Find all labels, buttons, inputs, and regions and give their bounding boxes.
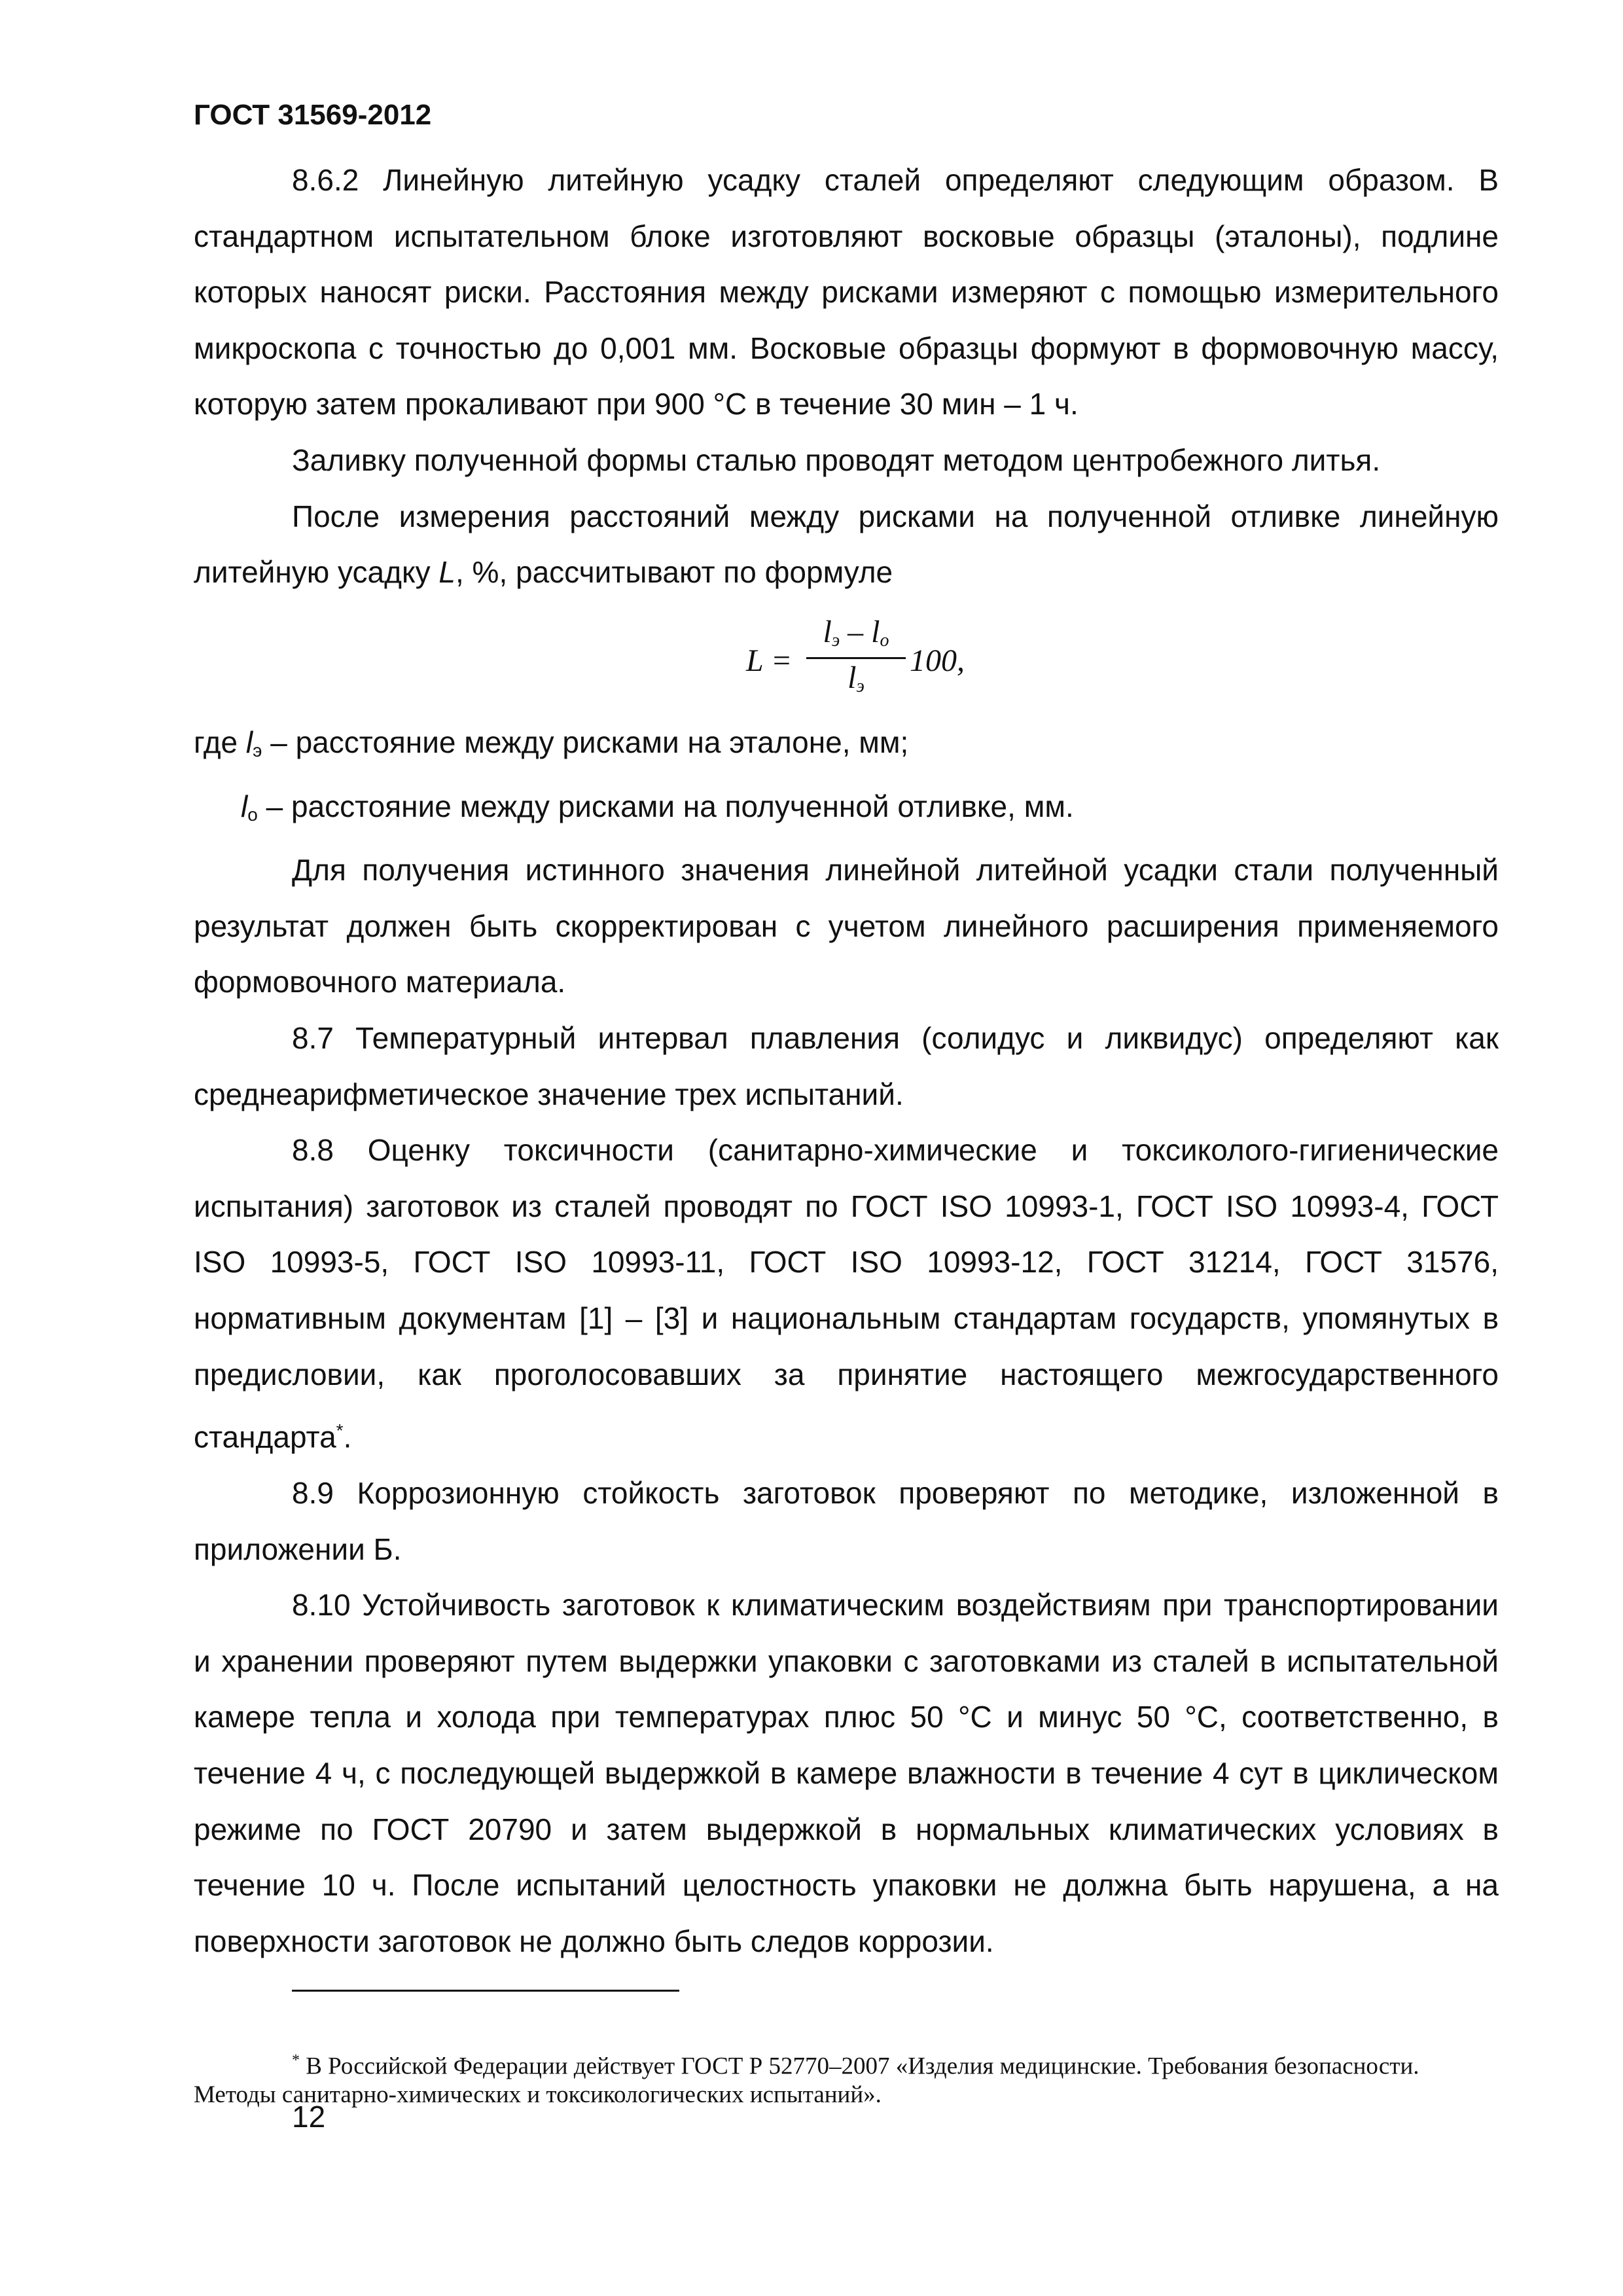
formula-den-l: l [847, 660, 857, 695]
where-prefix: где [194, 725, 238, 759]
page-number: 12 [292, 2100, 326, 2134]
paragraph-measurement-end: , %, рассчитывают по формуле [455, 555, 893, 590]
paragraph-measurement-text: После измерения расстояний между рисками на полученной отливке линейную литейную усадку [194, 499, 1499, 590]
footnote-reference-mark: * [336, 1420, 344, 1441]
paragraph-8-7: 8.7 Температурный интервал плавления (солидус и ликвидус) определяют как среднеарифметическое значение трех испытаний. [194, 1020, 1499, 1111]
paragraph-8-10: 8.10 Устойчивость заготовок к климатическим воздействиям при транспортировании и хранении проверяют путем выдержки упаковки с заготовками из сталей в испытательной камере тепла и холода при температурах плюс 50 °С и минус 50 °С, соответственно, в течение 4 ч, с последующей выдержкой в камере влажности в течение 4 сут в циклическом режиме по ГОСТ 20790 и затем выдержкой в нормальных климатических условиях в течение 10 ч. После испытаний целостность упаковки не должна быть нарушена, а на поверхности заготовок не должно быть следов коррозии. [194, 1588, 1499, 1958]
formula-den-sub: э [856, 676, 865, 696]
where-line-casting [194, 779, 1499, 843]
where-var-l-o: l [241, 789, 248, 823]
paragraph-correction: Для получения истинного значения линейной литейной усадки стали полученный результат должен быть скорректирован с учетом линейного расширения применяемого формовочного материала. [194, 853, 1499, 999]
formula-denominator [806, 660, 906, 697]
paragraph-8-6-2: 8.6.2 Линейную литейную усадку сталей определяют следующим образом. В стандартном испытательном блоке изготовляют восковые образцы (эталоны), подлине которых наносят риски. Расстояния между рисками измеряют с помощью измерительного микроскопа с точностью до 0,001 мм. Восковые образцы формуют в формовочную массу, которую затем прокаливают при 900 °С в течение 30 мин – 1 ч. [194, 163, 1499, 422]
paragraph-8-8 [194, 1122, 1499, 1465]
formula-tail: 100, [910, 643, 965, 678]
formula-fraction-bar [806, 657, 906, 659]
where-sub-o: о [247, 804, 258, 825]
paragraph-casting: Заливку полученной формы сталью проводят методом центробежного литья. [292, 442, 1381, 477]
body-text-lower [194, 715, 1499, 1969]
formula-num-minus: – [840, 615, 872, 649]
body-text-upper [194, 152, 1499, 601]
where-text-etalon: – расстояние между рисками на эталоне, мм; [262, 725, 909, 759]
formula-lhs: L = [746, 643, 793, 678]
where-sub-e: э [253, 740, 262, 761]
paragraph-8-8-end: . [343, 1420, 352, 1454]
shrinkage-formula [746, 615, 1021, 713]
paragraph-measurement [194, 489, 1499, 601]
formula-numerator [806, 614, 906, 651]
where-line-etalon [194, 715, 1499, 779]
formula-num-sub1: э [831, 630, 840, 651]
footnote-text: В Российской Федерации действует ГОСТ Р 52770–2007 «Изделия медицинские. Требования безопасности. Методы санитарно-химических и токсикологических испытаний». [194, 2053, 1419, 2109]
document-header: ГОСТ 31569-2012 [194, 99, 432, 131]
formula-num-l1: l [823, 615, 832, 649]
footnote-separator [292, 1990, 679, 1992]
paragraph-8-8-text: 8.8 Оценку токсичности (санитарно-химические и токсиколого-гигиенические испытания) заготовок из сталей проводят по ГОСТ ISO 10993-1, ГОСТ ISO 10993-4, ГОСТ ISO 10993-5, ГОСТ ISO 10993-11, ГОСТ ISO 10993-12, ГОСТ 31214, ГОСТ 31576, нормативным документам [1] – [3] и национальным стандартам государств, упомянутых в предисловии, как проголосовавших за принятие настоящего межгосударственного стандарта [194, 1133, 1499, 1454]
formula-num-sub2: о [880, 630, 889, 651]
variable-L: L [438, 555, 455, 590]
footnote-mark: * [292, 2052, 300, 2069]
paragraph-8-9: 8.9 Коррозионную стойкость заготовок проверяют по методике, изложенной в приложении Б. [194, 1476, 1499, 1566]
where-var-l-e: l [245, 725, 253, 759]
formula-num-l2: l [871, 615, 880, 649]
where-text-casting: – расстояние между рисками на полученной отливке, мм. [257, 789, 1074, 823]
footnote [194, 2046, 1499, 2109]
